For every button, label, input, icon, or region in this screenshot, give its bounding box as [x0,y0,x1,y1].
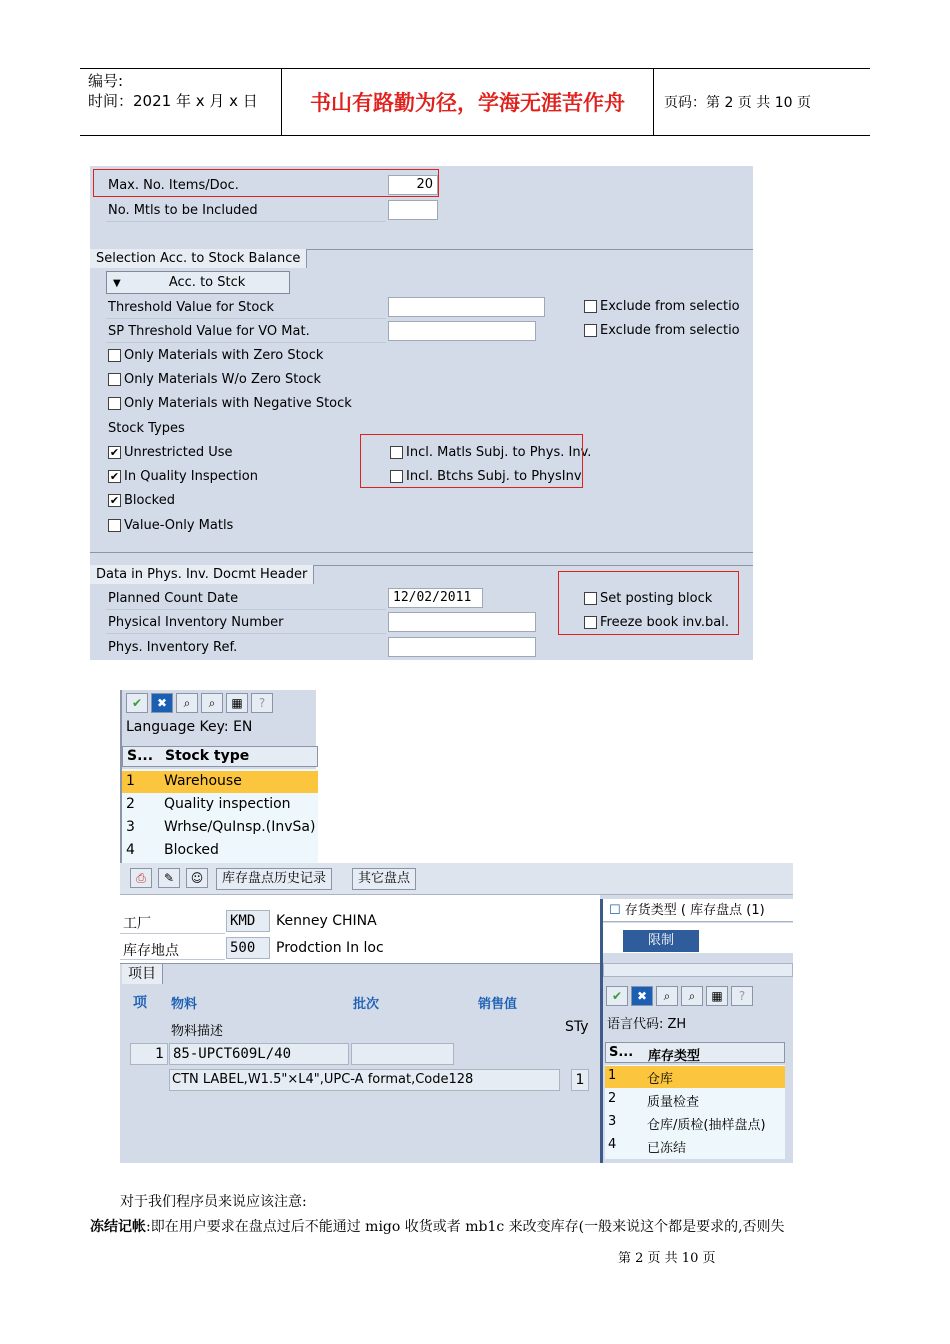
calculator-icon[interactable]: ▦ [226,693,248,713]
highlight-box [93,169,439,197]
stock-type-popup-zh [600,899,793,1163]
row-key: 4 [126,842,135,858]
language-key-label: Language Key: EN [126,719,253,735]
list-item[interactable] [605,1112,785,1134]
body-term: 冻结记帐 [90,1219,146,1235]
help-icon[interactable]: ? [731,986,753,1006]
sp-threshold-input[interactable] [388,321,536,341]
popup-title-text: 存货类型 ( 库存盘点 (1) [624,903,765,918]
page-header [80,68,870,136]
row-text: Quality inspection [164,796,291,812]
col-s-header[interactable]: S... [127,748,154,764]
value-only-label: Value-Only Matls [124,518,234,533]
col-type-header[interactable]: Stock type [165,748,250,764]
print-icon[interactable]: ⎙ [130,868,152,888]
only-negative-checkbox[interactable] [108,396,352,411]
acc-to-stock-button[interactable] [106,271,290,294]
exclude-checkbox-1[interactable] [584,299,740,314]
row-text: Warehouse [164,773,242,789]
row-key: 1 [126,773,135,789]
list-item[interactable] [122,817,318,839]
unrestricted-checkbox[interactable] [108,445,233,460]
quality-label: In Quality Inspection [124,469,258,484]
check-icon[interactable]: ✔ [606,986,628,1006]
plant-label: 工厂 [123,916,151,932]
check-icon[interactable]: ✔ [126,693,148,713]
col-material-header: 物料 [171,997,198,1012]
inventory-screen-zh [120,863,793,1163]
only-wo-zero-checkbox[interactable] [108,372,321,387]
only-wo-zero-label: Only Materials W/o Zero Stock [124,372,321,387]
checkbox-icon [584,324,597,337]
only-zero-checkbox[interactable] [108,348,323,363]
find-next-icon[interactable]: ⌕ [681,986,703,1006]
header-motto: 书山有路勤为径，学海无涯苦作舟 [282,69,654,135]
history-button[interactable]: 库存盘点历史记录 [216,868,332,890]
row-key: 2 [126,796,135,812]
sp-threshold-label: SP Threshold Value for VO Mat. [108,324,310,339]
col-sty-header: STy [565,1019,589,1035]
group-stock-balance-title: Selection Acc. to Stock Balance [90,249,307,268]
app-toolbar [120,863,793,895]
row-description[interactable]: CTN LABEL,W1.5"×L4",UPC-A format,Code128 [169,1069,560,1091]
row-key: 4 [608,1137,617,1152]
col-desc-header: 物料描述 [171,1024,224,1039]
only-zero-label: Only Materials with Zero Stock [124,348,324,363]
checkbox-icon [108,373,121,386]
no-mtls-input[interactable] [388,200,438,220]
phys-inv-ref-input[interactable] [388,637,536,657]
set-posting-block-label: Set posting block [600,591,713,606]
tab-items[interactable]: 项目 [122,964,163,984]
sloc-name: Prodction In loc [276,940,384,956]
header-meta-cell [80,69,282,135]
list-item[interactable] [605,1066,785,1088]
checkmark-icon: ✔ [109,494,120,507]
row-text: 仓库/质检(抽样盘点) [647,1118,766,1133]
zh-list-header [605,1042,785,1063]
popup-title [603,899,793,922]
group-doc-header-title: Data in Phys. Inv. Docmt Header [90,565,314,584]
row-text: Blocked [164,842,219,858]
threshold-input[interactable] [388,297,545,317]
zh-list-body [605,1065,785,1159]
list-item[interactable] [122,771,318,793]
sloc-value[interactable]: 500 [226,937,270,959]
phys-inv-number-input[interactable] [388,612,536,632]
col-item-header: 项 [133,995,147,1011]
col-batch-header: 批次 [353,997,380,1012]
blocked-label: Blocked [124,493,175,508]
list-header [122,746,318,767]
planned-date-label: Planned Count Date [108,591,239,606]
list-item[interactable] [605,1089,785,1111]
stock-type-popup-en [120,690,316,863]
quality-checkbox[interactable] [108,469,258,484]
max-items-input[interactable]: 20 [388,175,438,195]
user-icon[interactable]: ☺ [186,868,208,888]
close-icon[interactable]: ✖ [631,986,653,1006]
plant-value[interactable]: KMD [226,910,270,932]
row-text: 已冻结 [647,1141,687,1156]
binoculars-icon[interactable]: ⌕ [656,986,678,1006]
row-key: 3 [608,1114,617,1129]
checkbox-icon [584,300,597,313]
incl-btchs-label: Incl. Btchs Subj. to PhysInv [406,469,582,484]
zh-col-type-header[interactable]: 库存类型 [648,1049,701,1064]
group-divider [90,552,753,553]
tab-restrictions[interactable]: 限制 [623,930,699,952]
planned-date-input[interactable]: 12/02/2011 [388,588,483,608]
threshold-label: Threshold Value for Stock [108,300,275,315]
calculator-icon[interactable]: ▦ [706,986,728,1006]
sloc-label: 库存地点 [123,943,179,959]
list-item[interactable] [605,1135,785,1157]
exclude-checkbox-2[interactable] [584,323,740,338]
row-item-no[interactable]: 1 [130,1043,168,1065]
row-key: 1 [608,1068,617,1083]
no-mtls-label: No. Mtls to be Included [108,203,258,218]
list-item[interactable] [122,840,318,862]
exclude-label-1: Exclude from selectio [600,299,740,314]
row-material[interactable]: 85-UPCT609L/40 [169,1043,349,1065]
time-label: 时间：2021 年 x 月 x 日 [88,92,258,110]
help-icon[interactable]: ? [251,693,273,713]
checkbox-icon [108,519,121,532]
dropdown-triangle-icon: ▼ [113,278,121,289]
phys-inv-ref-label: Phys. Inventory Ref. [108,640,238,655]
selection-screen [90,166,753,660]
max-items-label: Max. No. Items/Doc. [108,178,239,193]
unrestricted-label: Unrestricted Use [124,445,233,460]
freeze-book-label: Freeze book inv.bal. [600,615,729,630]
row-key: 2 [608,1091,617,1106]
popup-scroll [603,963,793,977]
body-line-1: 对于我们程序员来说应该注意: [120,1194,307,1210]
body-line-2-text: :即在用户要求在盘点过后不能通过 migo 收货或者 mb1c 来改变库存(一般来说这个都是要求的,否则失 [146,1219,785,1235]
list-body [122,769,318,863]
acc-button-label: Acc. to Stck [168,275,246,290]
close-icon[interactable]: ✖ [151,693,173,713]
row-text: 仓库 [647,1072,674,1087]
other-count-button[interactable]: 其它盘点 [352,868,416,890]
pencil-icon[interactable]: ✎ [158,868,180,888]
incl-matls-label: Incl. Matls Subj. to Phys. Inv. [406,445,592,460]
exclude-label-2: Exclude from selectio [600,323,740,338]
zh-language-key: 语言代码: ZH [607,1017,687,1032]
window-icon: ☐ [609,903,621,918]
header-page-info: 页码：第 2 页 共 10 页 [664,95,811,111]
code-label: 编号: [88,72,124,90]
blocked-checkbox[interactable] [108,493,175,508]
value-only-checkbox[interactable] [108,518,233,533]
only-negative-label: Only Materials with Negative Stock [124,396,352,411]
body-line-2 [90,1216,785,1236]
highlight-box [558,571,739,635]
page-footer: 第 2 页 共 10 页 [618,1251,716,1266]
binoculars-icon[interactable]: ⌕ [176,693,198,713]
find-next-icon[interactable]: ⌕ [201,693,223,713]
list-item[interactable] [122,794,318,816]
popup-zh-toolbar [606,986,756,1006]
row-key: 3 [126,819,135,835]
row-text: 质量检查 [647,1095,700,1110]
checkbox-icon [108,349,121,362]
checkmark-icon: ✔ [109,470,120,483]
row-text: Wrhse/QuInsp.(InvSa) [164,819,316,835]
phys-inv-number-label: Physical Inventory Number [108,615,284,630]
zh-col-s-header[interactable]: S... [609,1045,634,1060]
stock-types-label: Stock Types [108,421,185,436]
checkbox-icon [108,397,121,410]
checkmark-icon: ✔ [109,446,120,459]
highlight-box [360,434,583,488]
col-sales-header: 销售值 [478,997,518,1012]
plant-name: Kenney CHINA [276,913,377,929]
popup-toolbar [126,693,276,713]
row-sty[interactable]: 1 [571,1069,589,1091]
row-batch[interactable] [351,1043,454,1065]
